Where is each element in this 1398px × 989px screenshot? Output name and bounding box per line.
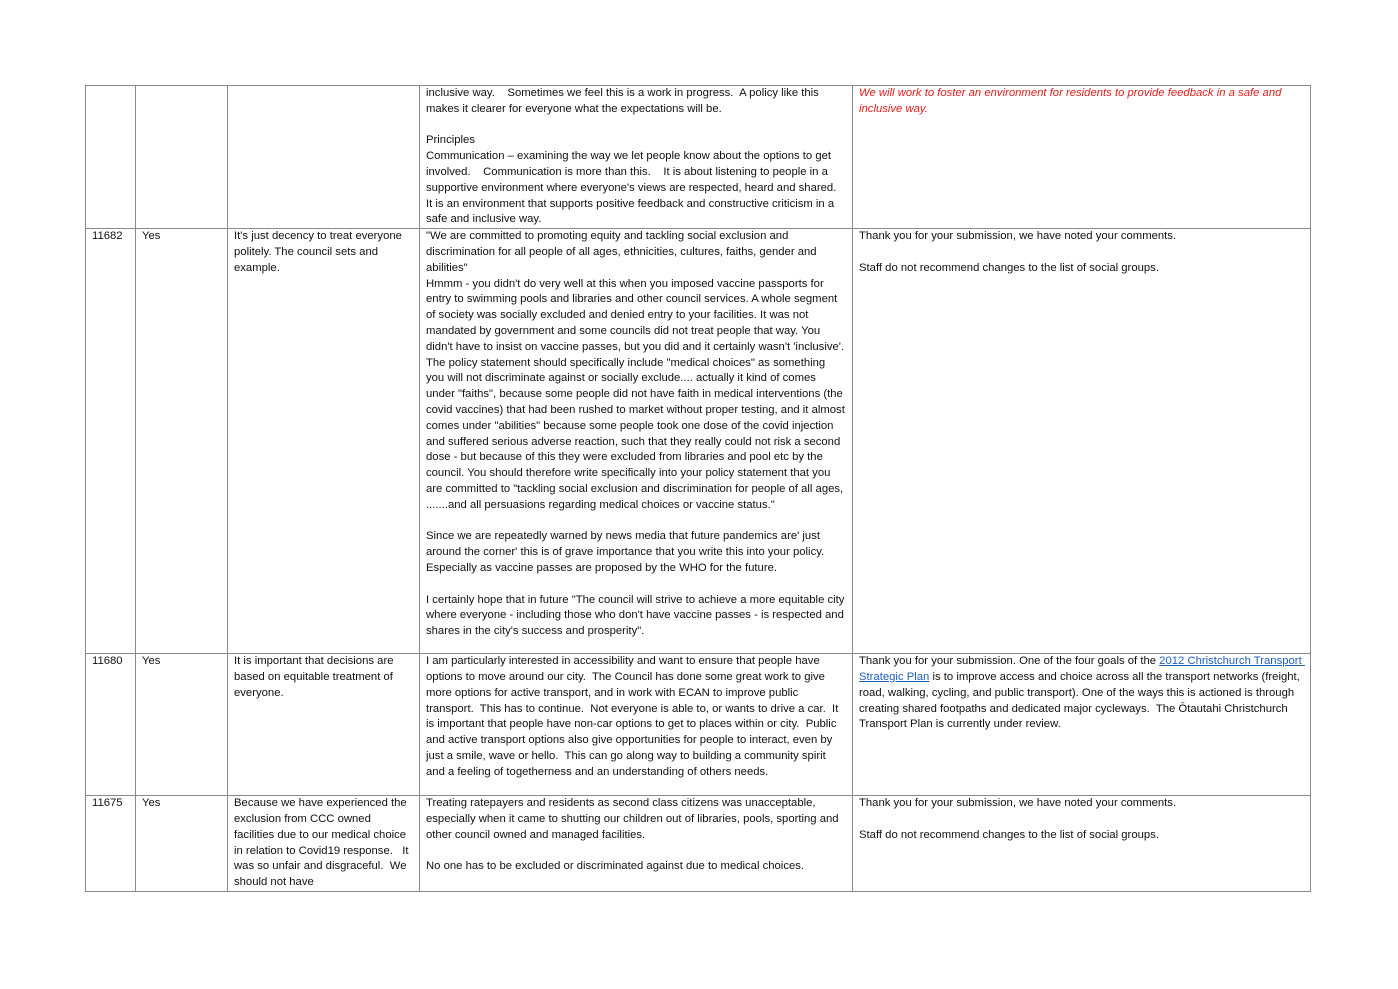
submission-id-cell: 11680 — [86, 654, 136, 796]
submissions-table — [85, 85, 1311, 892]
response-paragraph: Thank you for your submission, we have noted your comments. — [859, 230, 1177, 243]
comment-cell — [420, 229, 853, 654]
comment-paragraph: Hmmm - you didn't do very well at this when you imposed vaccine passports for entry to swimming pools and libraries and other council services. A whole segment of society was socially excluded and denied entry to your facilities. It was not mandated by government and some councils did not treat people that way. You didn't have to insist on vaccine passes, but you did and it certainly wasn't 'inclusive'. The policy statement should specifically include "medical choices" as something you will not discriminate against or socially exclude.... actually it kind of comes under "faiths", because some people did not have faith in medical interventions (the covid vaccines) that had been rushed to market without proper testing, and it almost comes under "abilities" because some people took one dose of the covid injection and suffered serious adverse reaction, such that they really could not risk a second dose - but because of this they were excluded from libraries and pool etc by the council. You should therefore write specifically into your policy statement that you are committed to "tackling social exclusion and discrimination for people of all ages, .......and all persuasions regarding medical choices or vaccine status." — [426, 277, 848, 511]
transport-strategic-plan-link[interactable]: 2012 Christchurch Transport Strategic Plan — [859, 655, 1305, 683]
staff-response-cell — [853, 229, 1311, 654]
comment-paragraph: "We are committed to promoting equity and tackling social exclusion and discrimination for all people of all ages, ethnicities, cultures, faiths, gender and abilities" — [426, 230, 820, 274]
submission-id-cell: 11682 — [86, 229, 136, 654]
response-paragraph: Staff do not recommend changes to the list of social groups. — [859, 261, 1159, 274]
comment-cell — [420, 796, 853, 892]
response-paragraph: Staff do not recommend changes to the list of social groups. — [859, 828, 1159, 841]
response-paragraph: Thank you for your submission, we have noted your comments. — [859, 797, 1177, 810]
table-row — [86, 796, 1311, 892]
staff-response-cell — [853, 86, 1311, 229]
comment-paragraph: Since we are repeatedly warned by news media that future pandemics are' just around the corner' this is of grave importance that you write this into your policy. Especially as vaccine passes are proposed by the WHO for the future. — [426, 530, 828, 574]
support-cell: Yes — [136, 229, 228, 654]
table-row — [86, 654, 1311, 796]
staff-note: We will work to foster an environment for residents to provide feedback in a safe and inclusive way. — [859, 87, 1285, 115]
submission-id-cell: 11675 — [86, 796, 136, 892]
comment-paragraph: I certainly hope that in future "The council will strive to achieve a more equitable city where everyone - including those who don't have vaccine passes - is respected and shares in the city's success and prosperity". — [426, 593, 848, 638]
comment-paragraph: I am particularly interested in accessibility and want to ensure that people have options to move around our city. The Council has done some great work to give more options for active transport, and in work with ECAN to improve public transport. This has to continue. Not everyone is able to, or wants to drive a car. It is important that people have non-car options to get to places within or city. Public and active transport options also give opportunities for people to interact, even by just a smile, wave or hello. This can go along way to building a community spirit and a feeling of togetherness and an understanding of others needs. — [426, 655, 842, 778]
comment-paragraph: Treating ratepayers and residents as second class citizens was unacceptable, especially when it came to shutting our children out of libraries, pools, sporting and other council owned and managed facilities. — [426, 797, 842, 841]
reason-cell: It is important that decisions are based on equitable treatment of everyone. — [228, 654, 420, 796]
submission-id-cell — [86, 86, 136, 229]
comment-cell — [420, 654, 853, 796]
reason-cell — [228, 86, 420, 229]
support-cell: Yes — [136, 654, 228, 796]
comment-paragraph: inclusive way. Sometimes we feel this is a work in progress. A policy like this makes it clearer for everyone what the expectations will be. — [426, 87, 822, 115]
table-row — [86, 86, 1311, 229]
response-paragraph: Thank you for your submission. One of the four goals of the 2012 Christchurch Transport Strategic Plan is to improve access and choice across all the transport networks (freight, road, walking, cycling, and public transport). One of the ways this is actioned is through creating shared footpaths and dedicated major cycleways. The Ōtautahi Christchurch Transport Plan is currently under review. — [859, 655, 1305, 731]
reason-cell: It's just decency to treat everyone politely. The council sets and example. — [228, 229, 420, 654]
support-cell: Yes — [136, 796, 228, 892]
staff-response-cell — [853, 654, 1311, 796]
comment-cell — [420, 86, 853, 229]
comment-paragraph: No one has to be excluded or discriminated against due to medical choices. — [426, 860, 805, 873]
comment-paragraph: Communication – examining the way we let people know about the options to get involved. Communication is more than this. It is about listening to people in a supportive environment where everyone's views are respected, heard and shared. It is an environment that supports positive feedback and constructive criticism in a safe and inclusive way. — [426, 150, 843, 226]
table-row — [86, 229, 1311, 654]
comment-heading: Principles — [426, 134, 475, 147]
support-cell — [136, 86, 228, 229]
staff-response-cell — [853, 796, 1311, 892]
reason-cell: Because we have experienced the exclusion from CCC owned facilities due to our medical choice in relation to Covid19 response. It was so unfair and disgraceful. We should not have — [228, 796, 420, 892]
